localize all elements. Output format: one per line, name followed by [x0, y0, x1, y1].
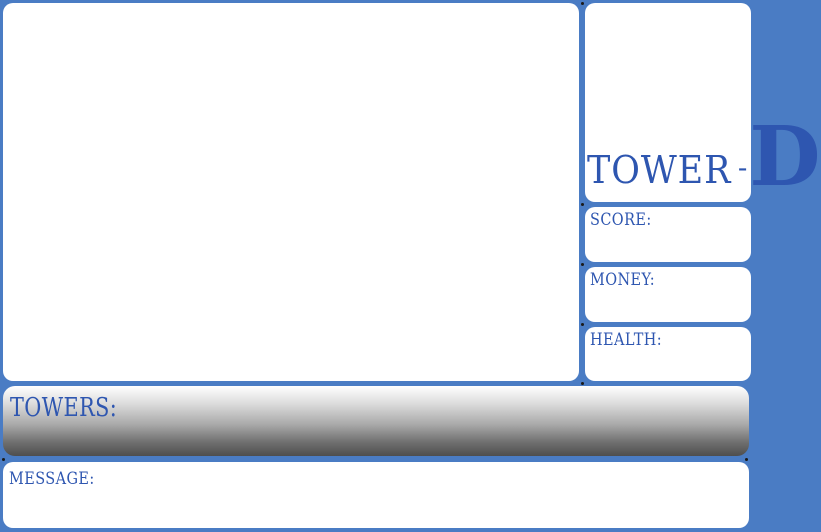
corner-marker: [2, 458, 5, 461]
corner-marker: [581, 382, 584, 385]
corner-marker: [581, 263, 584, 266]
money-label: MONEY:: [590, 270, 656, 290]
logo-separator: -: [737, 151, 748, 184]
logo-word: TOWER: [587, 148, 732, 192]
logo-panel: [585, 3, 821, 205]
towers-label: TOWERS:: [10, 393, 118, 423]
logo-letter: D: [749, 109, 821, 205]
score-panel: [585, 207, 751, 262]
towers-panel[interactable]: [3, 386, 749, 456]
message-panel: [3, 462, 749, 528]
game-map-area[interactable]: [3, 3, 579, 381]
health-label: HEALTH:: [590, 330, 663, 350]
corner-marker: [745, 458, 748, 461]
corner-marker: [581, 323, 584, 326]
game-logo: [587, 109, 821, 205]
corner-marker: [581, 203, 584, 206]
corner-marker: [581, 2, 584, 5]
score-label: SCORE:: [590, 210, 652, 230]
health-panel: [585, 327, 751, 381]
money-panel: [585, 267, 751, 322]
message-label: MESSAGE:: [9, 469, 95, 489]
